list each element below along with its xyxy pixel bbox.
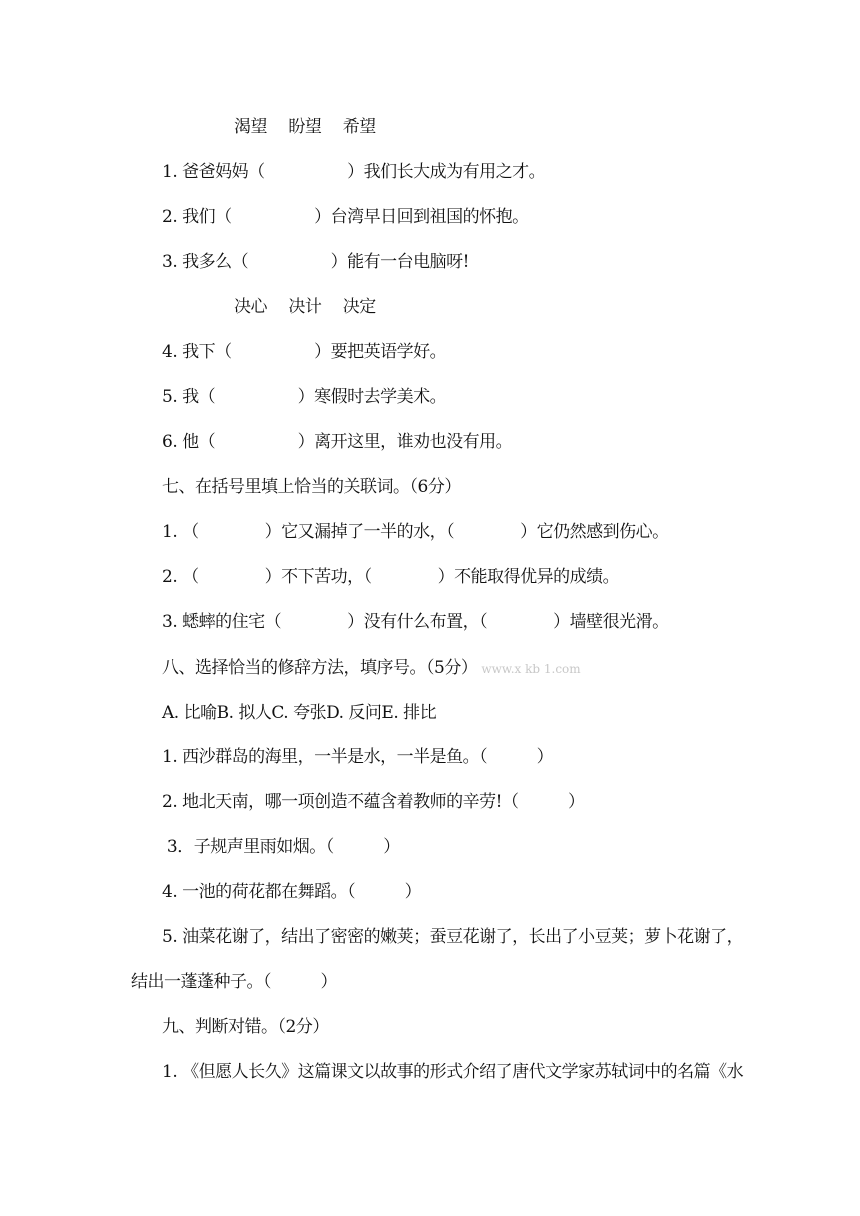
question-line: 5. 油菜花谢了，结出了密密的嫩荚；蚕豆花谢了，长出了小豆荚；萝卜花谢了，	[162, 927, 744, 947]
options-line: A. 比喻B. 拟人C. 夸张D. 反问E. 排比	[162, 703, 437, 723]
question-line: 1. 西沙群岛的海里，一半是水，一半是鱼。（ ）	[162, 747, 554, 767]
question-line: 5. 我（ ）寒假时去学美术。	[162, 387, 447, 407]
question-line-continued: 结出一蓬蓬种子。（ ）	[131, 972, 337, 992]
question-line: 1. 爸爸妈妈（ ）我们长大成为有用之才。	[162, 162, 546, 182]
question-line: 4. 一池的荷花都在舞蹈。（ ）	[162, 882, 422, 902]
word-options-1: 渴望 盼望 希望	[234, 117, 376, 137]
question-line: 2. 我们（ ）台湾早日回到祖国的怀抱。	[162, 207, 529, 227]
section-heading-8	[162, 657, 581, 680]
question-line: 1. 《但愿人长久》这篇课文以故事的形式介绍了唐代文学家苏轼词中的名篇《水	[162, 1062, 744, 1082]
section-heading-7: 七、在括号里填上恰当的关联词。（6分）	[162, 477, 461, 497]
word-options-2: 决心 决计 决定	[234, 297, 376, 317]
watermark: www.x kb 1.com	[481, 662, 581, 676]
question-line: 1. （ ）它又漏掉了一半的水，（ ）它仍然感到伤心。	[162, 522, 669, 542]
section-heading-9: 九、判断对错。（2分）	[162, 1017, 329, 1037]
question-line: 2. 地北天南，哪一项创造不蕴含着教师的辛劳!（ ）	[162, 792, 585, 812]
question-line: 3．子规声里雨如烟。（ ）	[162, 837, 400, 857]
section-heading-text: 八、选择恰当的修辞方法，填序号。（5分）	[162, 658, 478, 678]
question-line: 2. （ ）不下苦功，（ ）不能取得优异的成绩。	[162, 567, 620, 587]
question-line: 4. 我下（ ）要把英语学好。	[162, 342, 447, 362]
question-line: 3. 我多么（ ）能有一台电脑呀!	[162, 252, 469, 272]
question-line: 6. 他（ ）离开这里，谁劝也没有用。	[162, 432, 513, 452]
question-line: 3. 蟋蟀的住宅（ ）没有什么布置，（ ）墙壁很光滑。	[162, 612, 669, 632]
